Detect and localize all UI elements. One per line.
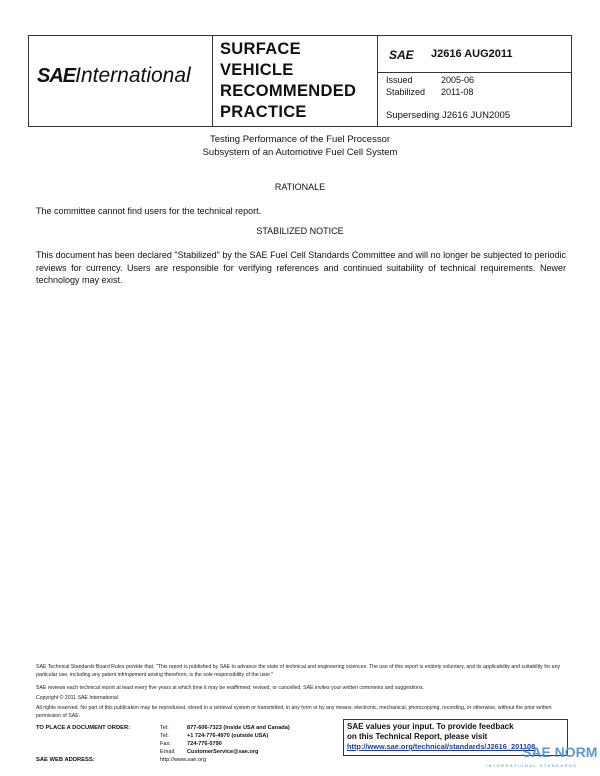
web-address-label: SAE WEB ADDRESS: [36,757,95,763]
header-divider [377,72,571,73]
stabilized-row: Stabilized 2011-08 [386,87,474,97]
stabilized-notice-text: This document has been declared "Stabilized" by the SAE Fuel Cell Standards Committee and will no longer be subjected to periodic reviews for currency. Users are responsible for verifying references and continued suitability of technical requirements. Newer technology may exist. [36,250,566,285]
rights-note: All rights reserved. No part of this publication may be reproduced, stored in a retrieval system or transmitted, in any form or by any means, electronic, mechanical, photocopying, recording, or otherwise, without the prior written permission of SAE. [36,705,552,719]
category-line: PRACTICE [220,103,307,121]
superseding-note: Superseding J2616 JUN2005 [386,110,511,121]
document-header [28,35,572,127]
category-line: VEHICLE [220,61,294,79]
sae-web-link[interactable]: http://www.sae.org [160,757,207,763]
rationale-heading: RATIONALE [274,182,326,192]
issued-date: 2005-06 [441,75,475,85]
order-label: TO PLACE A DOCUMENT ORDER: [36,725,131,731]
issued-row: Issued 2005-06 [386,75,475,85]
document-number: J2616 AUG2011 [431,48,513,60]
copyright-line: Copyright © 2011 SAE International [36,695,118,701]
document-title: Testing Performance of the Fuel Processor Subsystem of an Automotive Fuel Cell System [202,134,398,158]
contact-key: Tel: [160,725,169,731]
document-category [220,39,356,123]
footer-legal-note: SAE Technical Standards Board Rules provide that: "This report is published by SAE to advance the state of technical and engineering sciences. The use of this report is entirely voluntary, and its applicability and suitability for any particular use, including any patent infringement arising therefrom, is the sole responsibility of the user." [36,664,561,678]
sae-mark-logo: SAE [389,48,414,62]
stabilized-notice-heading: STABILIZED NOTICE [256,226,344,236]
category-line: RECOMMENDED [220,82,357,100]
contact-value: +1 724-776-4970 (outside USA) [187,733,269,739]
footer-review-note: SAE reviews each technical report at least every five years at which time it may be reaffirmed, revised, or cancelled. SAE invites your written comments and suggestions. [36,685,424,691]
header-divider [212,36,213,126]
feedback-link[interactable]: http://www.sae.org/technical/standards/J2616_201108 [347,742,536,751]
watermark-logo: SAE NORM [522,744,598,760]
contact-key: Email: [160,749,176,755]
contact-value: 724-776-0790 [187,741,222,747]
contact-email-link[interactable]: CustomerService@sae.org [187,749,259,755]
feedback-box: SAE values your input. To provide feedback on this Technical Report, please visit http://www.sae.org/technical/standards/J2616_201108 [343,719,568,756]
contact-value: 877-606-7323 (inside USA and Canada) [187,725,290,731]
sae-international-logo: SAEInternational [37,64,191,87]
watermark-subtitle: INTERNATIONAL STANDARDS [486,763,578,768]
stabilized-date: 2011-08 [441,87,474,97]
contact-key: Fax: [160,741,171,747]
category-line: SURFACE [220,40,301,58]
contact-key: Tel: [160,733,169,739]
header-divider [377,36,378,126]
rationale-text: The committee cannot find users for the technical report. [36,206,262,216]
